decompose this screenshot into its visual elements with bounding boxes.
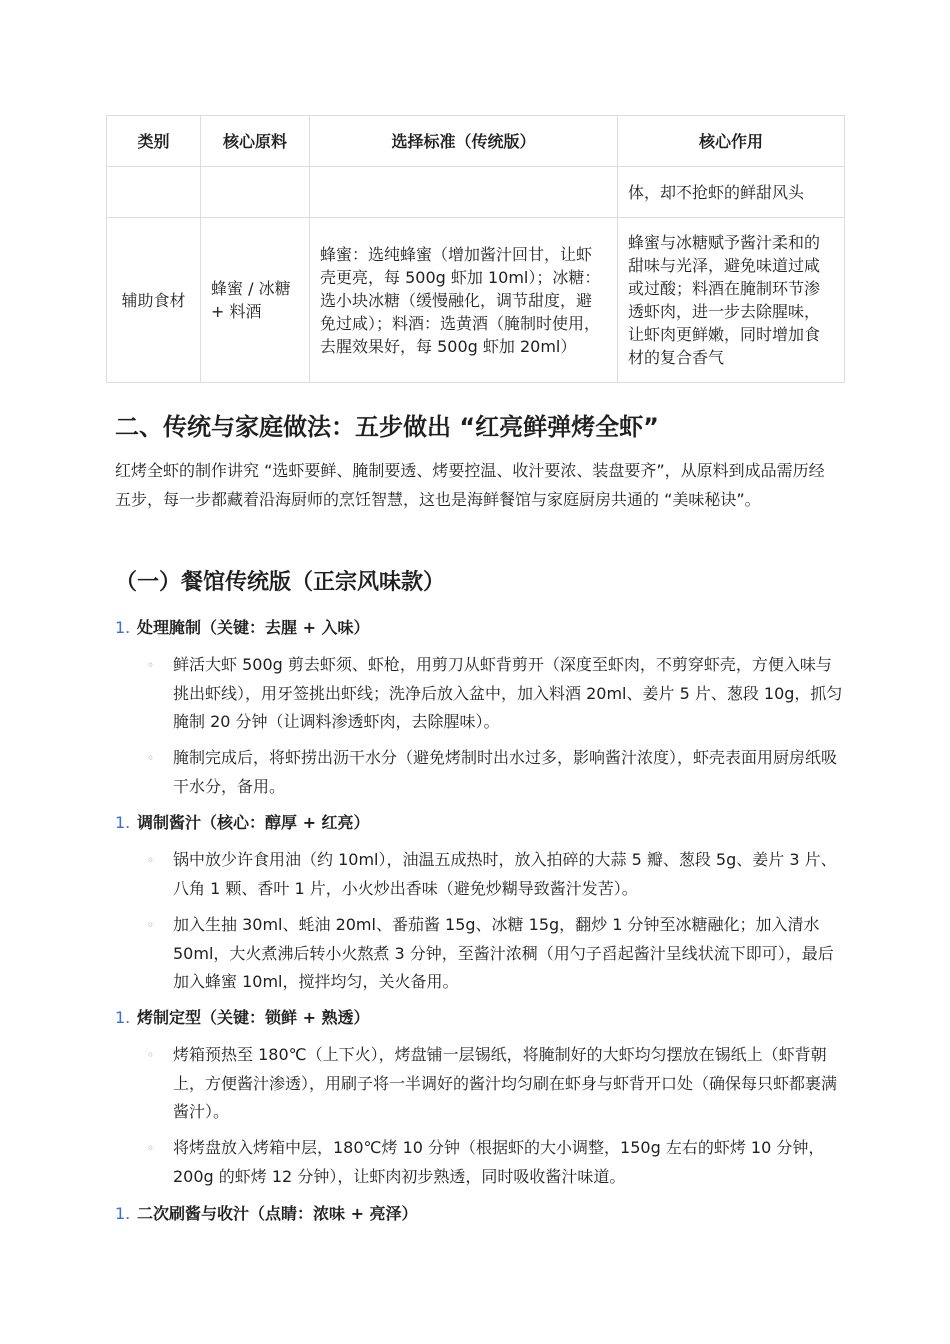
- bullet-circle-icon: ◦: [147, 1141, 155, 1155]
- list-item: [147, 744, 847, 801]
- list-item-text: 锅中放少许食用油（约 10ml），油温五成热时，放入拍碎的大蒜 5 瓣、葱段 5g、姜片 3 片、八角 1 颗、香叶 1 片，小火炒出香味（避免炒糊导致酱汁发苦）。: [173, 850, 837, 898]
- section-intro: 红烤全虾的制作讲究 “选虾要鲜、腌制要透、烤要控温、收汁要浓、装盘要齐”，从原料到成品需历经五步，每一步都藏着沿海厨师的烹饪智慧，这也是海鲜餐馆与家庭厨房共通的 “美味秘诀”。: [115, 461, 825, 509]
- step-title: 二次刷酱与收汁（点睛：浓味 + 亮泽）: [137, 1204, 418, 1223]
- list-item: [147, 651, 847, 737]
- bullet-circle-icon: ◦: [147, 658, 155, 672]
- cell-standard: 蜂蜜：选纯蜂蜜（增加酱汁回甘，让虾壳更亮，每 500g 虾加 10ml）；冰糖：选小块冰糖（缓慢融化，调节甜度，避免过咸）；料酒：选黄酒（腌制时使用，去腥效果好，每 500g 虾加 20ml）: [310, 218, 618, 383]
- step-title: 烤制定型（关键：锁鲜 + 熟透）: [137, 1008, 370, 1027]
- bullet-circle-icon: ◦: [147, 751, 155, 765]
- cell-category: [107, 167, 201, 218]
- list-item-text: 将烤盘放入烤箱中层，180℃烤 10 分钟（根据虾的大小调整，150g 左右的虾烤 10 分钟，200g 的虾烤 12 分钟），让虾肉初步熟透，同时吸收酱汁味道。: [173, 1138, 825, 1186]
- cell-category: 辅助食材: [107, 218, 201, 383]
- subsection-heading: （一）餐馆传统版（正宗风味款）: [115, 570, 446, 595]
- header-standard: 选择标准（传统版）: [310, 116, 618, 167]
- list-item-text: 鲜活大虾 500g 剪去虾须、虾枪，用剪刀从虾背剪开（深度至虾肉，不剪穿虾壳，方便入味与挑出虾线），用牙签挑出虾线；洗净后放入盆中，加入料酒 20ml、姜片 5 片、葱段 10g，抓匀腌制 20 分钟（让调料渗透虾肉，去除腥味）。: [173, 655, 843, 731]
- step-title: 处理腌制（关键：去腥 + 入味）: [137, 618, 370, 637]
- step-number: 1.: [115, 1204, 131, 1223]
- table-row: [107, 218, 845, 383]
- cell-ingredient: [201, 167, 310, 218]
- list-item-text: 加入生抽 30ml、蚝油 20ml、番茄酱 15g、冰糖 15g，翻炒 1 分钟至冰糖融化；加入清水 50ml，大火煮沸后转小火熬煮 3 分钟，至酱汁浓稠（用勺子舀起酱汁呈线状流下即可），最后加入蜂蜜 10ml，搅拌均匀，关火备用。: [173, 915, 834, 991]
- bullet-circle-icon: ◦: [147, 918, 155, 932]
- step-heading: [115, 616, 370, 640]
- list-item-text: 烤箱预热至 180℃（上下火），烤盘铺一层锡纸，将腌制好的大虾均匀摆放在锡纸上（虾背朝上，方便酱汁渗透），用刷子将一半调好的酱汁均匀刷在虾身与虾背开口处（确保每只虾都裹满酱汁）。: [173, 1045, 838, 1121]
- step-number: 1.: [115, 1008, 131, 1027]
- step-heading: [115, 1006, 370, 1030]
- step-title: 调制酱汁（核心：醇厚 + 红亮）: [137, 813, 370, 832]
- bullet-circle-icon: ◦: [147, 853, 155, 867]
- table-header-row: [107, 116, 845, 167]
- list-item-text: 腌制完成后，将虾捞出沥干水分（避免烤制时出水过多，影响酱汁浓度），虾壳表面用厨房纸吸干水分，备用。: [173, 748, 838, 796]
- step-heading: [115, 1202, 418, 1226]
- list-item: [147, 1134, 847, 1191]
- list-item: [147, 846, 847, 903]
- table-row: [107, 167, 845, 218]
- header-role: 核心作用: [618, 116, 845, 167]
- step-number: 1.: [115, 618, 131, 637]
- header-ingredient: 核心原料: [201, 116, 310, 167]
- list-item: [147, 1041, 847, 1127]
- cell-role: 体，却不抢虾的鲜甜风头: [618, 167, 845, 218]
- step-number: 1.: [115, 813, 131, 832]
- list-item: [147, 911, 847, 997]
- cell-role: 蜂蜜与冰糖赋予酱汁柔和的甜味与光泽，避免味道过咸或过酸；料酒在腌制环节渗透虾肉，进一步去除腥味，让虾肉更鲜嫩，同时增加食材的复合香气: [618, 218, 845, 383]
- bullet-circle-icon: ◦: [147, 1048, 155, 1062]
- cell-ingredient: 蜂蜜 / 冰糖 + 料酒: [201, 218, 310, 383]
- ingredients-table: [106, 115, 845, 383]
- step-heading: [115, 811, 370, 835]
- cell-standard: [310, 167, 618, 218]
- header-category: 类别: [107, 116, 201, 167]
- section-heading: 二、传统与家庭做法：五步做出 “红亮鲜弹烤全虾”: [115, 413, 659, 441]
